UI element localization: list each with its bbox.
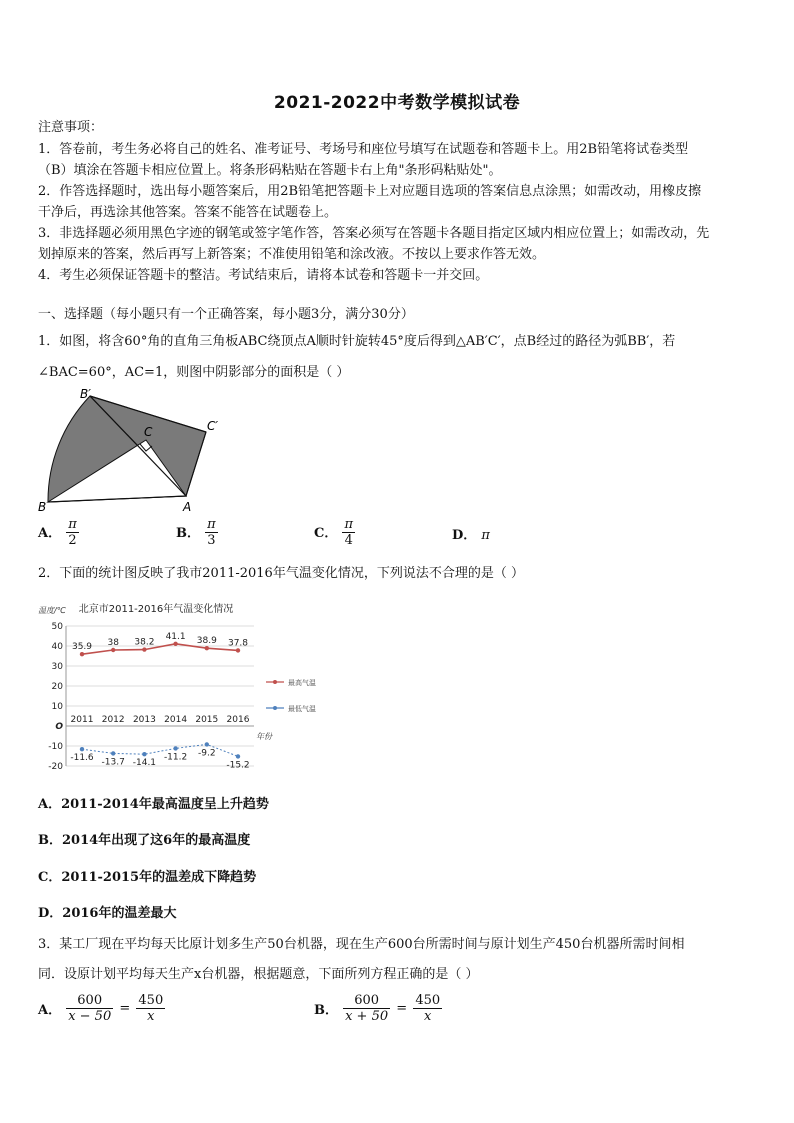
equals-sign: =: [396, 1001, 408, 1016]
data-point: [80, 747, 84, 751]
numerator: π: [68, 517, 77, 532]
option-b: [314, 993, 442, 1024]
question-1-stem: 1．如图，将含60°角的直角三角板ABC绕顶点A顺时针旋转45°度后得到△AB′C′，点B经过的路径为弧BB′，若: [38, 334, 676, 349]
data-label: -13.7: [101, 757, 125, 768]
denominator: 3: [207, 533, 216, 548]
label-b: B: [38, 500, 47, 514]
data-label: -15.2: [226, 760, 250, 771]
chart-xlabel: 年份: [256, 732, 272, 741]
notice-line: 干净后，再选涂其他答案。答案不能答在试题卷上。: [38, 205, 338, 220]
data-label: -14.1: [132, 758, 157, 769]
option-b: B．2014年出现了这6年的最高温度: [38, 833, 251, 848]
y-tick-label: 30: [51, 662, 63, 672]
data-point: [173, 746, 177, 750]
page-title: 2021-2022中考数学模拟试卷: [273, 93, 521, 113]
denominator: x − 50: [68, 1009, 112, 1024]
question-2-stem: 2．下面的统计图反映了我市2011-2016年气温变化情况，下列说法不合理的是（ ）: [38, 566, 524, 581]
option-label: C．: [314, 526, 338, 541]
denominator: x + 50: [345, 1009, 389, 1024]
notice-line: 4．考生必须保证答题卡的整洁。考试结束后，请将本试卷和答题卡一并交回。: [38, 268, 489, 283]
fraction: [66, 517, 79, 548]
data-point: [205, 742, 209, 746]
data-label: -9.2: [198, 748, 216, 759]
numerator: π: [344, 517, 353, 532]
label-b-prime: B′: [80, 387, 91, 401]
y-tick-label: 50: [51, 622, 63, 632]
data-point: [173, 642, 177, 646]
fraction: [342, 517, 355, 548]
data-label: 38.9: [196, 636, 217, 647]
y-tick-label: -20: [48, 762, 63, 772]
data-label: 35.9: [71, 642, 93, 653]
data-label: -11.6: [70, 753, 94, 764]
denominator: x: [147, 1009, 155, 1024]
data-point: [80, 652, 84, 656]
data-label: -11.2: [163, 752, 188, 763]
y-tick-label: -10: [48, 742, 63, 752]
option-text: π: [481, 528, 490, 543]
numerator: 600: [343, 993, 390, 1009]
data-label: 41.1: [165, 631, 186, 642]
numerator: 450: [138, 993, 164, 1008]
fraction: [343, 993, 390, 1024]
notice-heading: 注意事项：: [38, 120, 104, 135]
data-point: [111, 648, 115, 652]
x-tick-label: 2016: [226, 715, 250, 725]
x-tick-label: 2013: [132, 715, 156, 725]
section-heading: 一、选择题（每小题只有一个正确答案，每小题3分，满分30分）: [38, 307, 414, 322]
y-tick-label: 40: [51, 642, 63, 652]
notice-line: 划掉原来的答案，然后再写上新答案；不准使用铅笔和涂改液。不按以上要求作答无效。: [38, 247, 546, 262]
y-tick-label: 20: [51, 682, 63, 692]
y-tick-label: O: [55, 722, 63, 732]
legend-label: 最高气温: [288, 679, 316, 687]
data-label: 38: [107, 638, 119, 648]
question-3-stem: 同．设原计划平均每天生产x台机器，根据题意，下面所列方程正确的是（ ）: [38, 967, 479, 982]
option-label: D．: [452, 528, 477, 543]
equation: [66, 993, 165, 1024]
option-c: [314, 517, 355, 548]
option-c: C．2011-2015年的温差成下降趋势: [38, 870, 257, 885]
question-3-stem: 3．某工厂现在平均每天比原计划多生产50台机器，现在生产600台所需时间与原计划生产450台机器所需时间相: [38, 937, 685, 952]
option-d: D．2016年的温差最大: [38, 906, 177, 921]
fraction: [66, 993, 113, 1024]
option-b: [176, 517, 218, 548]
temperature-chart: [36, 598, 336, 776]
question-1-stem: ∠BAC=60°，AC=1，则图中阴影部分的面积是（ ）: [38, 365, 350, 380]
numerator: 600: [66, 993, 113, 1009]
option-label: A．: [38, 1003, 62, 1018]
rotation-figure: [36, 384, 226, 514]
option-label: A．: [38, 526, 62, 541]
data-point: [111, 751, 115, 755]
fraction: [136, 993, 165, 1024]
option-a: [38, 517, 79, 548]
denominator: 4: [344, 533, 353, 548]
chart-title: 北京市2011-2016年气温变化情况: [78, 604, 234, 615]
chart-ylabel: 温度/℃: [38, 606, 66, 615]
label-a: A: [183, 500, 192, 514]
option-a: [38, 993, 165, 1024]
numerator: 450: [415, 993, 441, 1008]
option-d: [452, 524, 490, 543]
equals-sign: =: [119, 1001, 131, 1016]
legend-label: 最低气温: [288, 705, 316, 713]
equation: [343, 993, 442, 1024]
denominator: x: [424, 1009, 432, 1024]
data-point: [205, 646, 209, 650]
legend-marker: [273, 680, 277, 684]
option-label: B．: [314, 1003, 338, 1018]
x-tick-label: 2015: [195, 715, 219, 725]
option-a: A．2011-2014年最高温度呈上升趋势: [38, 797, 269, 812]
denominator: 2: [68, 533, 77, 548]
data-label: 37.8: [227, 638, 249, 649]
x-tick-label: 2011: [70, 715, 94, 725]
notice-line: 1．答卷前，考生务必将自己的姓名、准考证号、考场号和座位号填写在试题卷和答题卡上。用2B铅笔将试卷类型: [38, 142, 689, 157]
y-tick-label: 10: [51, 702, 63, 712]
data-point: [142, 647, 146, 651]
x-tick-label: 2012: [101, 715, 125, 725]
data-label: 38.2: [134, 637, 155, 648]
notice-line: 2．作答选择题时，选出每小题答案后，用2B铅笔把答题卡上对应题目选项的答案信息点涂黑；如需改动，用橡皮擦: [38, 184, 702, 199]
option-label: B．: [176, 526, 200, 541]
label-c-prime: C′: [207, 419, 219, 433]
numerator: π: [207, 517, 216, 532]
data-point: [236, 648, 240, 652]
notice-line: （B）填涂在答题卡相应位置上。将条形码粘贴在答题卡右上角"条形码粘贴处"。: [38, 163, 502, 178]
x-tick-label: 2014: [164, 715, 188, 725]
fraction: [413, 993, 442, 1024]
label-c: C: [144, 425, 153, 439]
data-point: [142, 752, 146, 756]
legend-marker: [273, 706, 277, 710]
data-point: [236, 754, 240, 758]
fraction: [205, 517, 218, 548]
notice-line: 3．非选择题必须用黑色字迹的钢笔或签字笔作答，答案必须写在答题卡各题目指定区域内相应位置上；如需改动，先: [38, 226, 710, 241]
